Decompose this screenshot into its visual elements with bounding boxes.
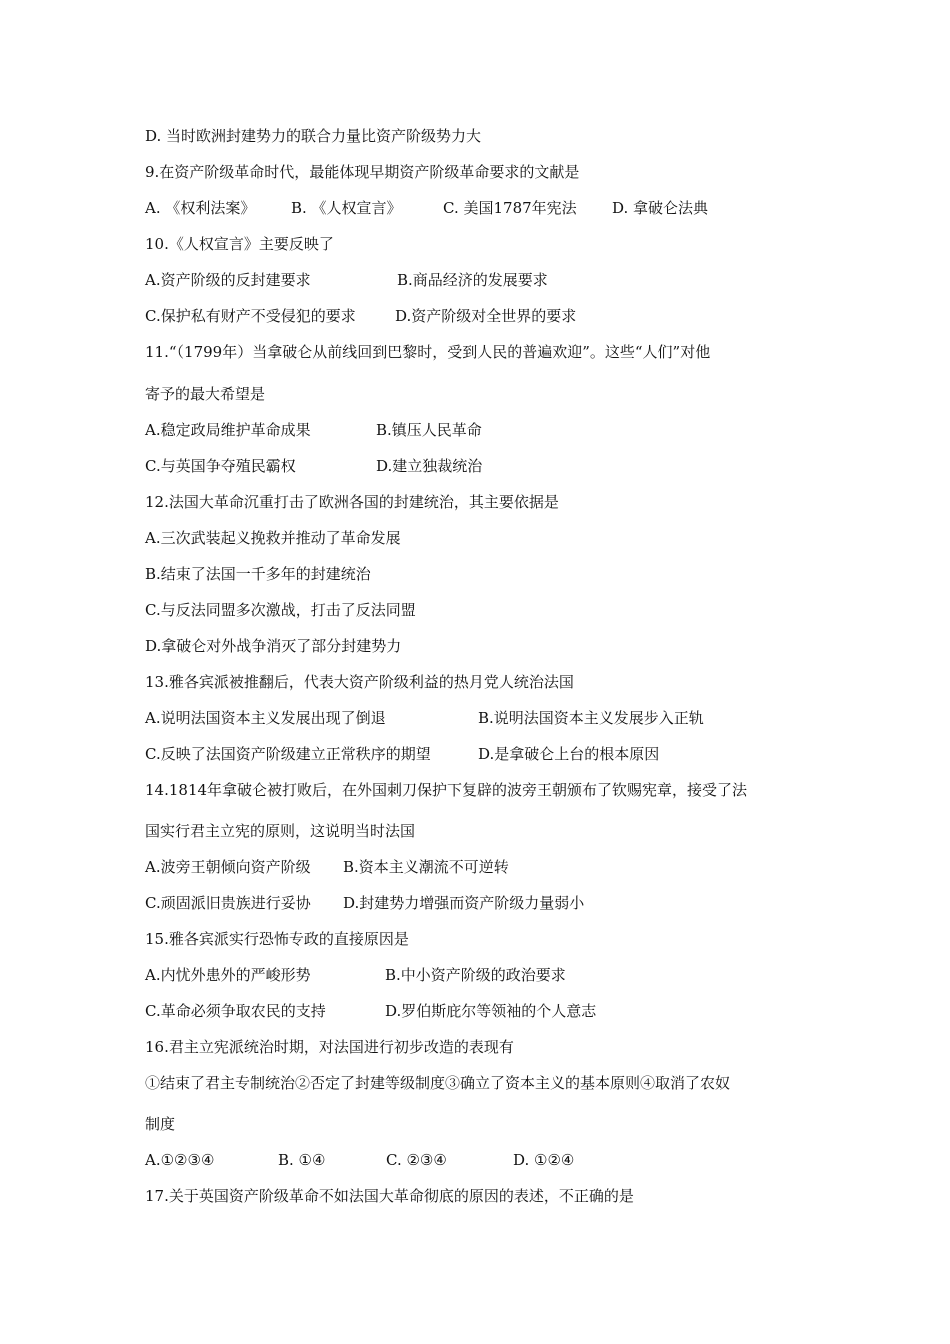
q12-stem: 12.法国大革命沉重打击了欧洲各国的封建统治，其主要依据是 bbox=[145, 493, 559, 511]
q9-option-b: B. 《人权宣言》 bbox=[291, 199, 402, 217]
q16-option-b: B. ①④ bbox=[278, 1151, 326, 1169]
q13-option-b: B.说明法国资本主义发展步入正轨 bbox=[478, 709, 704, 727]
q10-option-a: A.资产阶级的反封建要求 bbox=[145, 271, 311, 289]
q16-option-d: D. ①②④ bbox=[513, 1151, 575, 1169]
q11-option-a: A.稳定政局维护革命成果 bbox=[145, 421, 311, 439]
q15-option-a: A.内忧外患外的严峻形势 bbox=[145, 966, 311, 984]
q9-option-d: D. 拿破仑法典 bbox=[612, 199, 709, 217]
q17-stem: 17.关于英国资产阶级革命不如法国大革命彻底的原因的表述，不正确的是 bbox=[145, 1187, 634, 1205]
q10-option-c: C.保护私有财产不受侵犯的要求 bbox=[145, 307, 356, 325]
q9-stem: 9.在资产阶级革命时代，最能体现早期资产阶级革命要求的文献是 bbox=[145, 163, 580, 181]
q14-option-b: B.资本主义潮流不可逆转 bbox=[343, 858, 509, 876]
q14-stem-line1: 14.1814年拿破仑被打败后，在外国刺刀保护下复辟的波旁王朝颁布了钦赐宪章，接受了法 bbox=[145, 781, 748, 799]
q13-option-a: A.说明法国资本主义发展出现了倒退 bbox=[145, 709, 386, 727]
q11-option-d: D.建立独裁统治 bbox=[376, 457, 483, 475]
q11-option-c: C.与英国争夺殖民霸权 bbox=[145, 457, 296, 475]
q15-stem: 15.雅各宾派实行恐怖专政的直接原因是 bbox=[145, 930, 409, 948]
q13-option-c: C.反映了法国资产阶级建立正常秩序的期望 bbox=[145, 745, 431, 763]
q12-option-a: A.三次武装起义挽救并推动了革命发展 bbox=[145, 529, 401, 547]
q16-option-c: C. ②③④ bbox=[386, 1151, 447, 1169]
q13-stem: 13.雅各宾派被推翻后，代表大资产阶级利益的热月党人统治法国 bbox=[145, 673, 574, 691]
q12-option-b: B.结束了法国一千多年的封建统治 bbox=[145, 565, 371, 583]
q16-statements-line1: ①结束了君主专制统治②否定了封建等级制度③确立了资本主义的基本原则④取消了农奴 bbox=[145, 1074, 731, 1092]
q14-option-a: A.波旁王朝倾向资产阶级 bbox=[145, 858, 311, 876]
q10-stem: 10.《人权宣言》主要反映了 bbox=[145, 235, 334, 253]
q16-stem: 16.君主立宪派统治时期，对法国进行初步改造的表现有 bbox=[145, 1038, 514, 1056]
q16-statements-line2: 制度 bbox=[145, 1115, 176, 1133]
q16-option-a: A.①②③④ bbox=[145, 1151, 215, 1169]
q8-option-d: D. 当时欧洲封建势力的联合力量比资产阶级势力大 bbox=[145, 127, 482, 145]
q13-option-d: D.是拿破仑上台的根本原因 bbox=[478, 745, 660, 763]
q11-option-b: B.镇压人民革命 bbox=[376, 421, 482, 439]
q10-option-b: B.商品经济的发展要求 bbox=[397, 271, 548, 289]
q15-option-b: B.中小资产阶级的政治要求 bbox=[385, 966, 566, 984]
q11-stem-line2: 寄予的最大希望是 bbox=[145, 385, 266, 403]
q12-option-c: C.与反法同盟多次激战，打击了反法同盟 bbox=[145, 601, 416, 619]
q15-option-c: C.革命必须争取农民的支持 bbox=[145, 1002, 326, 1020]
q14-stem-line2: 国实行君主立宪的原则，这说明当时法国 bbox=[145, 822, 416, 840]
q14-option-d: D.封建势力增强而资产阶级力量弱小 bbox=[343, 894, 585, 912]
q10-option-d: D.资产阶级对全世界的要求 bbox=[395, 307, 577, 325]
q9-option-c: C. 美国1787年宪法 bbox=[443, 199, 577, 217]
q14-option-c: C.顽固派旧贵族进行妥协 bbox=[145, 894, 311, 912]
q11-stem-line1: 11.“（1799年）当拿破仑从前线回到巴黎时，受到人民的普遍欢迎”。这些“人们”对他 bbox=[145, 343, 711, 361]
q9-option-a: A. 《权利法案》 bbox=[145, 199, 256, 217]
q15-option-d: D.罗伯斯庇尔等领袖的个人意志 bbox=[385, 1002, 597, 1020]
q12-option-d: D.拿破仑对外战争消灭了部分封建势力 bbox=[145, 637, 402, 655]
